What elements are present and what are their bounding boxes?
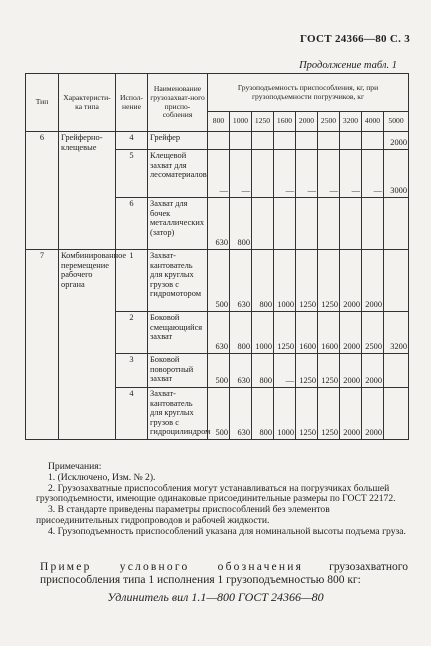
cell-capacity-value: 500 — [208, 388, 230, 440]
cell-capacity-value — [340, 132, 362, 150]
cell-capacity-value — [274, 132, 296, 150]
cell-variant: 4 — [116, 388, 148, 440]
capacity-col-header: 1250 — [252, 112, 274, 132]
cell-capacity-value: 1250 — [296, 388, 318, 440]
cell-capacity-value: 2000 — [362, 250, 384, 312]
note-item: 3. В стандарте приведены параметры приспособлений без элементов присоединительных гидропроводов и рабочей жидкости. — [36, 504, 330, 526]
col-header-type: Тип — [26, 74, 59, 132]
cell-capacity-value: 2000 — [340, 312, 362, 354]
cell-type: 7 — [26, 250, 59, 440]
cell-name: Боковой смещающийся захват — [148, 312, 208, 354]
cell-capacity-value: 2000 — [340, 388, 362, 440]
cell-capacity-value: 2000 — [340, 354, 362, 388]
cell-capacity-value: 630 — [208, 312, 230, 354]
capacity-col-header: 2500 — [318, 112, 340, 132]
capacity-col-header: 1000 — [230, 112, 252, 132]
cell-capacity-value — [384, 250, 409, 312]
cell-capacity-value — [362, 132, 384, 150]
capacity-col-header: 5000 — [384, 112, 409, 132]
cell-capacity-value: 1000 — [274, 388, 296, 440]
cell-capacity-value: 2500 — [362, 312, 384, 354]
page-header: ГОСТ 24366—80 С. 3 — [300, 33, 411, 45]
col-header-characteristic: Характеристи-ка типа — [59, 74, 116, 132]
cell-capacity-value: 1600 — [296, 312, 318, 354]
col-header-variant: Испол-нение — [116, 74, 148, 132]
cell-capacity-value: — — [362, 150, 384, 198]
cell-capacity-value: 1250 — [318, 388, 340, 440]
col-header-name: Наименование грузозахват-ного приспо-собления — [148, 74, 208, 132]
cell-capacity-value: 1000 — [252, 312, 274, 354]
capacity-col-header: 4000 — [362, 112, 384, 132]
cell-capacity-value: 1250 — [296, 250, 318, 312]
cell-name: Захват для бочек металлических (затор) — [148, 198, 208, 250]
capacity-table — [25, 73, 409, 440]
cell-capacity-value: 630 — [230, 354, 252, 388]
cell-variant: 5 — [116, 150, 148, 198]
cell-capacity-value: 3200 — [384, 312, 409, 354]
cell-characteristic: Комбинированное перемещение рабочего органа — [59, 250, 116, 440]
cell-capacity-value: 630 — [208, 198, 230, 250]
designation-string: Удлинитель вил 1.1—800 ГОСТ 24366—80 — [107, 590, 324, 604]
example-text: грузозахватного приспособления типа 1 исполнения 1 грузоподъемностью 800 кг: — [40, 561, 408, 586]
cell-capacity-value: 1000 — [274, 250, 296, 312]
capacity-col-header: 2000 — [296, 112, 318, 132]
capacity-col-header: 3200 — [340, 112, 362, 132]
capacity-col-header: 1600 — [274, 112, 296, 132]
notes-section — [36, 462, 411, 538]
table-row — [26, 250, 409, 312]
cell-capacity-value — [362, 198, 384, 250]
cell-capacity-value: — — [208, 150, 230, 198]
cell-variant: 1 — [116, 250, 148, 312]
cell-capacity-value: 630 — [230, 250, 252, 312]
cell-capacity-value: 800 — [252, 354, 274, 388]
cell-capacity-value: 500 — [208, 250, 230, 312]
cell-capacity-value: — — [230, 150, 252, 198]
cell-name: Захват-кантователь для круглых грузов с гидроцилиндром — [148, 388, 208, 440]
cell-name: Грейфер — [148, 132, 208, 150]
cell-capacity-value: 1250 — [318, 250, 340, 312]
cell-capacity-value — [384, 198, 409, 250]
cell-capacity-value: 3000 — [384, 150, 409, 198]
cell-capacity-value: 2000 — [340, 250, 362, 312]
cell-name: Клещевой захват для лесоматериалов — [148, 150, 208, 198]
note-item: 4. Грузоподъемность приспособлений указана для номинальной высоты подъема груза. — [48, 525, 406, 537]
example-lead: Пример условного обозначения — [40, 561, 304, 573]
cell-capacity-value: — — [296, 150, 318, 198]
cell-capacity-value: 1600 — [318, 312, 340, 354]
cell-variant: 2 — [116, 312, 148, 354]
capacity-col-header: 800 — [208, 112, 230, 132]
cell-capacity-value — [252, 132, 274, 150]
cell-capacity-value — [252, 198, 274, 250]
cell-capacity-value — [230, 132, 252, 150]
cell-capacity-value: 1250 — [318, 354, 340, 388]
cell-capacity-value: 800 — [252, 388, 274, 440]
cell-capacity-value — [252, 150, 274, 198]
cell-capacity-value — [274, 198, 296, 250]
cell-capacity-value — [208, 132, 230, 150]
cell-capacity-value: — — [274, 354, 296, 388]
table-continuation-label: Продолжение табл. 1 — [299, 60, 397, 71]
cell-capacity-value — [340, 198, 362, 250]
cell-capacity-value — [318, 198, 340, 250]
table-row — [26, 132, 409, 150]
cell-capacity-value: 800 — [252, 250, 274, 312]
cell-characteristic: Грейферно-клещевые — [59, 132, 116, 250]
cell-variant: 3 — [116, 354, 148, 388]
cell-capacity-value: 2000 — [362, 354, 384, 388]
col-header-capacity: Грузоподъемность приспособления, кг, при грузоподъемности погрузчиков, кг — [208, 74, 409, 112]
cell-capacity-value: — — [274, 150, 296, 198]
cell-capacity-value: 1250 — [274, 312, 296, 354]
cell-capacity-value: 800 — [230, 198, 252, 250]
cell-name: Боковой поворотный захват — [148, 354, 208, 388]
cell-capacity-value — [296, 198, 318, 250]
cell-capacity-value — [384, 354, 409, 388]
cell-capacity-value — [384, 388, 409, 440]
cell-capacity-value: 630 — [230, 388, 252, 440]
cell-capacity-value: 2000 — [362, 388, 384, 440]
note-item: 1. (Исключено, Изм. № 2). — [48, 471, 156, 483]
cell-type: 6 — [26, 132, 59, 250]
cell-capacity-value — [296, 132, 318, 150]
designation-example — [40, 561, 408, 587]
cell-capacity-value — [318, 132, 340, 150]
cell-variant: 4 — [116, 132, 148, 150]
cell-name: Захват-кантователь для круглых грузов с гидромотором — [148, 250, 208, 312]
cell-capacity-value: 500 — [208, 354, 230, 388]
notes-title: Примечания: — [48, 461, 102, 472]
cell-capacity-value: 1250 — [296, 354, 318, 388]
cell-capacity-value: 2000 — [384, 132, 409, 150]
cell-capacity-value: 800 — [230, 312, 252, 354]
note-item: 2. Грузозахватные приспособления могут устанавливаться на погрузчиках большей грузоподъемности, имеющие одинаковые присоединительные размеры по ГОСТ 22172. — [36, 482, 396, 505]
cell-capacity-value: — — [318, 150, 340, 198]
cell-capacity-value: — — [340, 150, 362, 198]
cell-variant: 6 — [116, 198, 148, 250]
